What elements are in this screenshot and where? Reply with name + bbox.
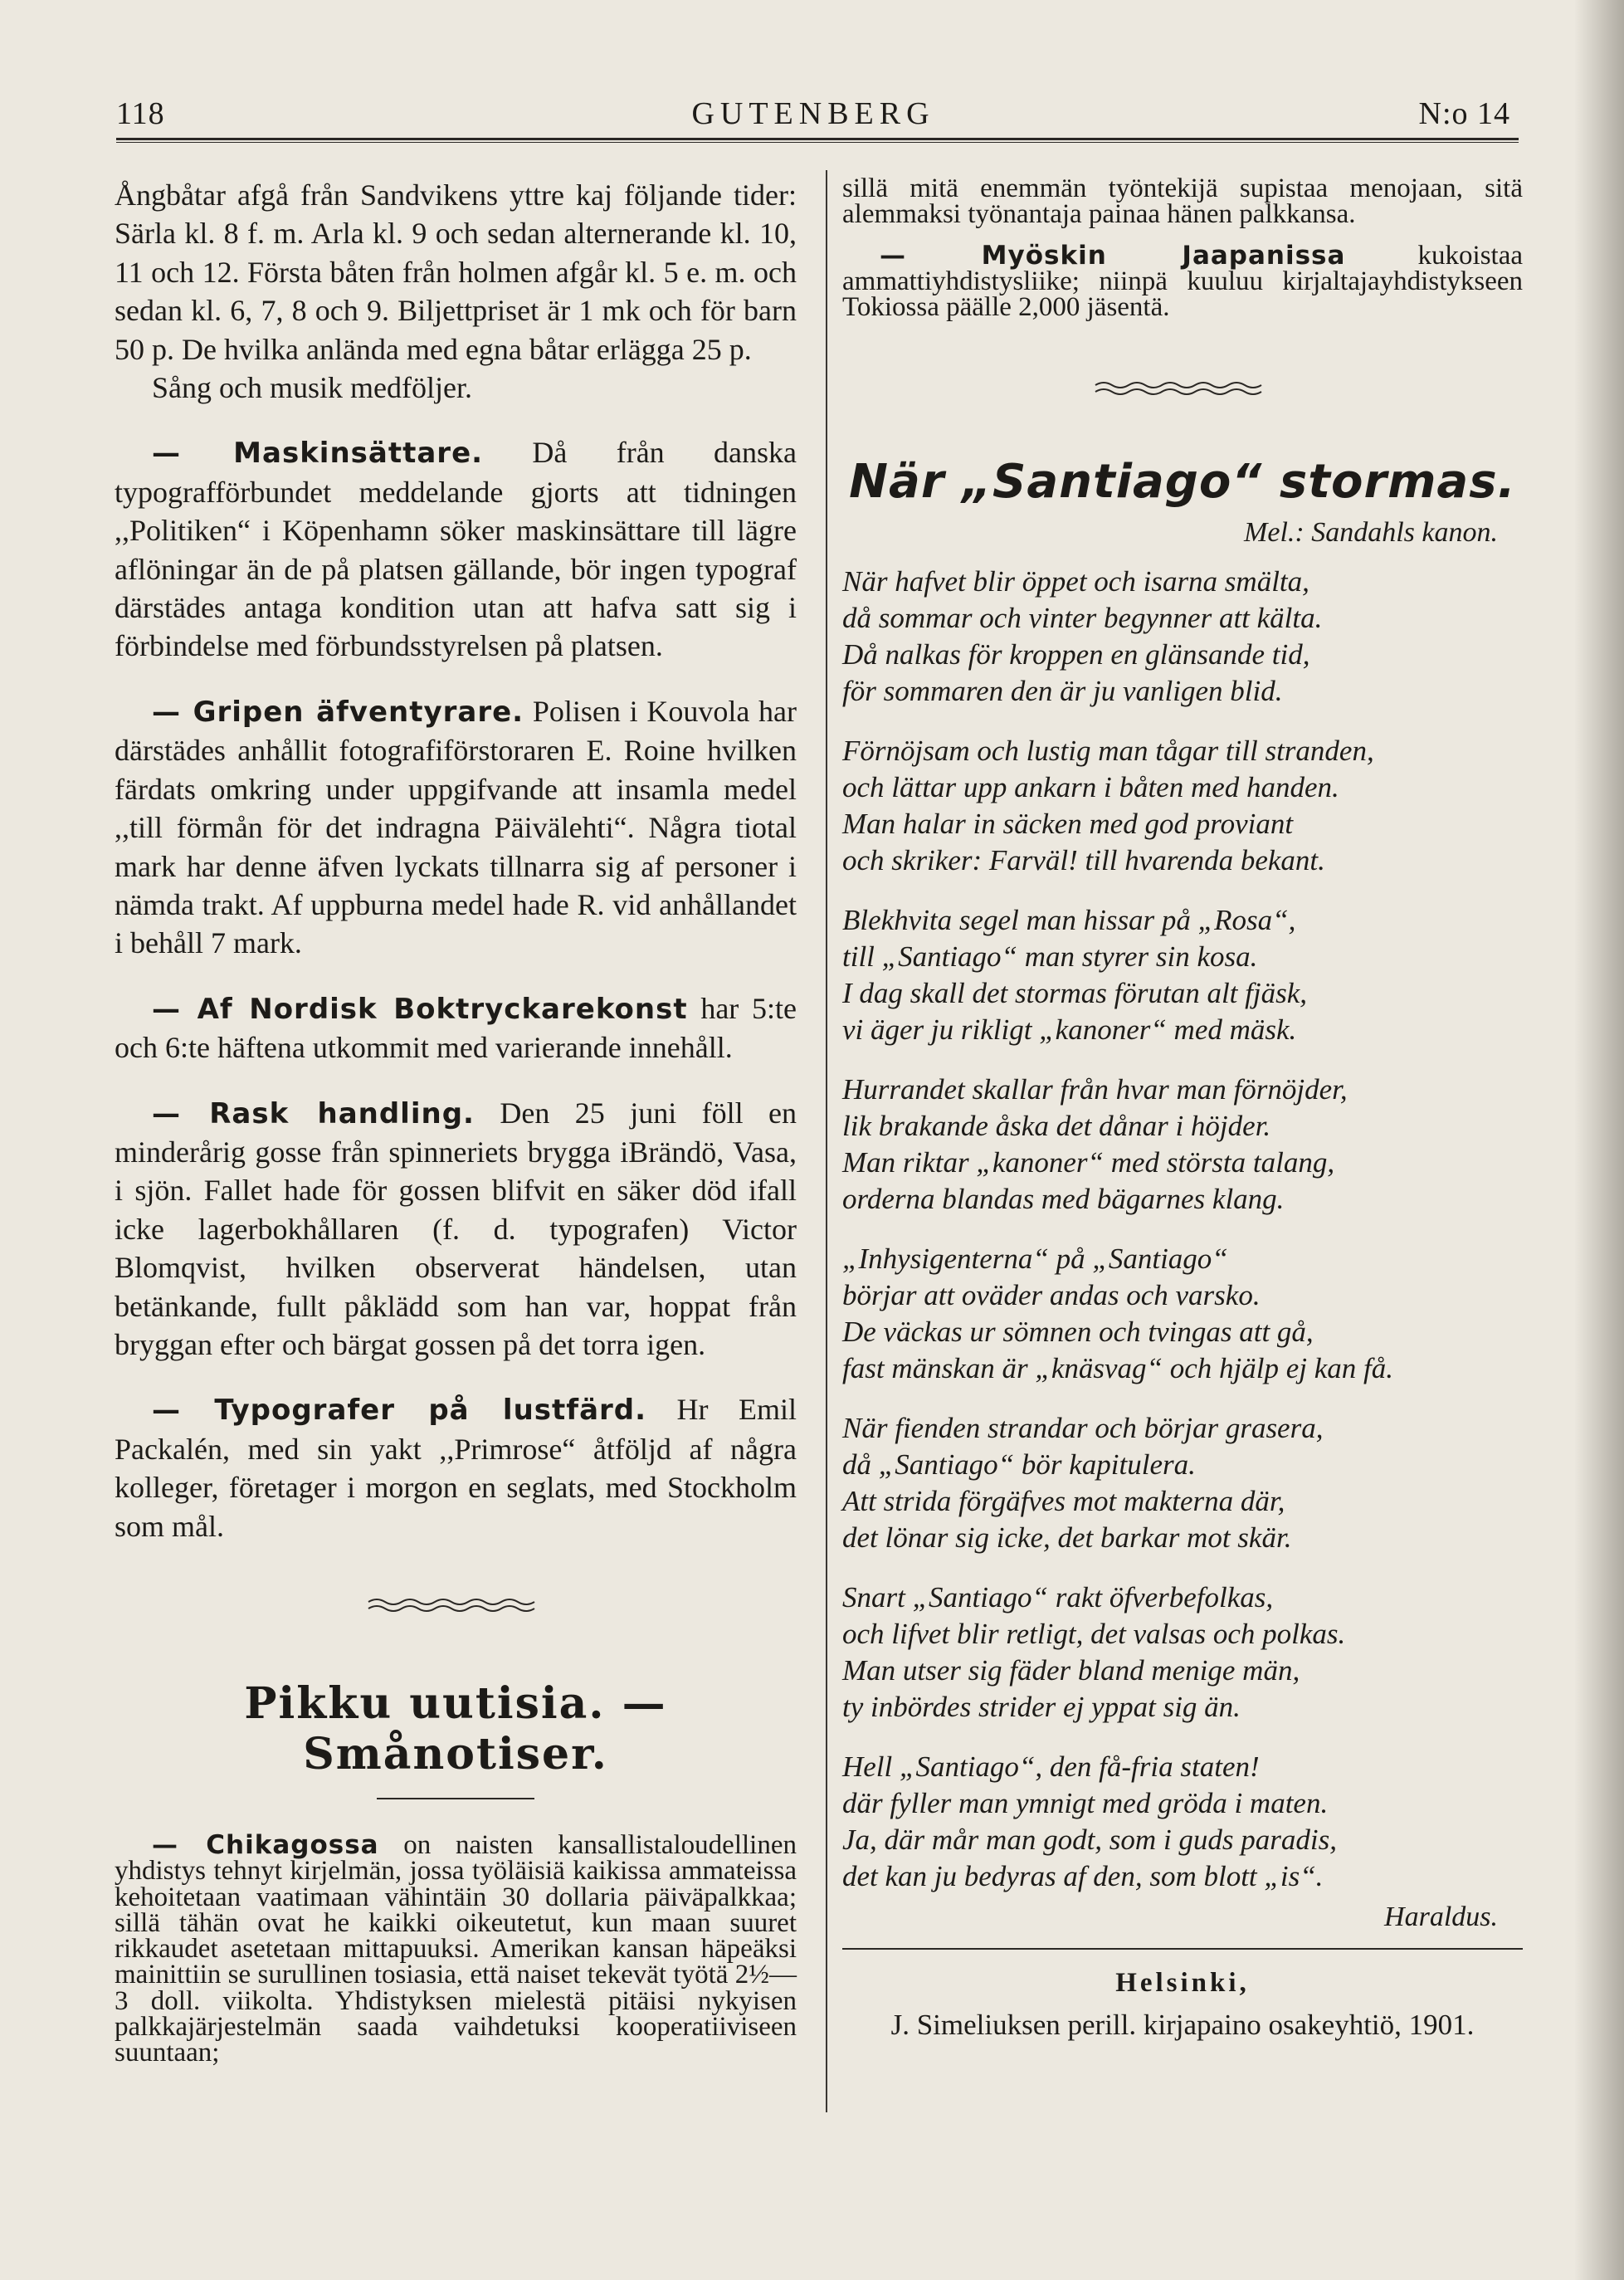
poem-stanza: Hurrandet skallar från hvar man förnöjder, lik brakande åska det dånar i höjder. Man riktar „kanoner“ med största talang, orderna blandas med bägarnes klang. <box>842 1073 1348 1216</box>
header-rule <box>116 138 1519 140</box>
news-item-maskinsattare <box>115 433 797 665</box>
poem-melody: Mel.: Sandahls kanon. <box>1244 517 1498 549</box>
poem-stanza: När fienden strandar och börjar grasera, då „Santiago“ bör kapitulera. Att strida förgäfves mot makterna där, det lönar sig icke, det barkar mot skär. <box>842 1412 1324 1555</box>
news-item-gripen <box>115 692 797 963</box>
header-rule-thin <box>116 142 1519 143</box>
intro-paragraph: Ångbåtar afgå från Sandvikens yttre kaj följande tider: Särla kl. 8 f. m. Arla kl. 9 och sedan alternerande kl. 10, 11 och 12. Första båten från holmen afgår kl. 5 e. m. och sedan kl. 6, 7, 8 och 9. Biljettpriset är 1 mk och för barn 50 p. De hvilka anlända med egna båtar erlägga 25 p. <box>115 178 797 366</box>
news-item-nordisk <box>115 989 797 1067</box>
page-number: 118 <box>116 96 165 131</box>
poem-title: När „Santiago“ stormas. <box>849 455 1516 510</box>
section-title: Pikku uutisia. — Smånotiser. <box>244 1678 667 1780</box>
notice-jaapanissa <box>842 240 1523 323</box>
squiggle-ornament <box>364 1595 547 1615</box>
news-heading: — Rask handling. <box>152 1096 475 1130</box>
poem-signature: Haraldus. <box>1384 1902 1498 1933</box>
notice-heading: — Myöskin Jaapanissa <box>880 240 1346 271</box>
left-column <box>115 176 797 2067</box>
news-heading: — Maskinsättare. <box>152 437 484 471</box>
news-text: Då från danska typografförbundet meddelande gjorts att tidningen ,,Politiken“ i Köpenhamn söker maskinsättare till lägre aflöningar än de på platsen gällande, bör ingen typograf därstädes antaga kondition utan att hafva satt sig i förbindelse med förbundsstyrelsen på platsen. <box>115 436 797 663</box>
notice-text: kukoistaa ammattiyhdistysliike; niinpä kuuluu kirjaltajayhdistykseen Tokiossa päälle 2,000 jäsentä. <box>842 240 1523 323</box>
page-header <box>116 95 1510 137</box>
notice-text: on naisten kansallistaloudellinen yhdistys tehnyt kirjelmän, jossa työläisiä kaikissa ammateissa kehoitetaan vaatimaan vähintäin 30 dollaria päiväpalkkaa; sillä tähän ovat he kaikki oikeutetut, kun maan suuret rikkaudet asetetaan mittapuuksi. Amerikan kansan häpeäksi mainittiin se surullinen tosiasia, että naiset tekevät työtä 2½—3 doll. viikolta. Yhdistyksen mielestä pitäisi nykyisen palkkajärjestelmän saada vaihdetuksi kooperatiiviseen suuntaan; <box>115 1830 797 2068</box>
poem-stanza: „Inhysigenterna“ på „Santiago“ börjar att oväder andas och varsko. De väckas ur sömnen och tvingas att gå, fast mänskan är „knäsvag“ och hjälp ej kan få. <box>842 1243 1393 1385</box>
news-item-typografer <box>115 1390 797 1545</box>
news-text: Den 25 juni föll en minderårig gosse från spinneriets brygga iBrändö, Vasa, i sjön. Fallet hade för gossen blifvit en säker död ifall icke lagerbokhållaren (f. d. typografen) Victor Blomqvist, hvilken observerat händelsen, utan betänkande, fullt påklädd som han var, hoppat från bryggan efter och bärgat gossen på det torra igen. <box>115 1096 797 1361</box>
column-divider <box>826 170 827 2112</box>
notice-continuation: sillä mitä enemmän työntekijä supistaa menojaan, sitä alemmaksi työnantaja painaa hänen palkkansa. <box>842 173 1523 230</box>
news-text: Polisen i Kouvola har därstädes anhållit fotografiförstoraren E. Roine hvilken färdats omkring under uppgifvande att insamla medel ,,till förmån för det indragna Päivälehti“. Några tiotal mark har denne äfven lyckats tillnarra sig af personer i nämda trakt. Af uppburna medel hade R. vid anhållandet i behåll 7 mark. <box>115 694 797 960</box>
page-edge-shadow <box>1574 0 1624 2280</box>
imprint-printer: J. Simeliuksen perill. kirjapaino osakeyhtiö, 1901. <box>890 2009 1475 2042</box>
imprint-rule <box>842 1948 1523 1950</box>
news-heading: — Typografer på lustfärd. <box>152 1394 647 1428</box>
poem-stanza: Förnöjsam och lustig man tågar till stranden, och lättar upp ankarn i båten med handen. Man halar in säcken med god proviant och skriker: Farväl! till hvarenda bekant. <box>842 735 1374 877</box>
issue-number: N:o 14 <box>1418 96 1510 131</box>
news-item-rask <box>115 1094 797 1365</box>
poem-stanza: När hafvet blir öppet och isarna smälta, då sommar och vinter begynner att kälta. Då nalkas för kroppen en glänsande tid, för sommaren den är ju vanligen blid. <box>842 565 1323 708</box>
ornament-divider-right <box>842 378 1523 398</box>
notice-chikagossa <box>115 1830 797 2068</box>
poem-stanza: Blekhvita segel man hissar på „Rosa“, till „Santiago“ man styrer sin kosa. I dag skall det stormas förutan alt fjäsk, vi äger ju rikligt „kanoner“ med mäsk. <box>842 904 1307 1047</box>
imprint-city: Helsinki, <box>1115 1968 1250 1999</box>
poem-stanza: Snart „Santiago“ rakt öfverbefolkas, och lifvet blir retligt, det valsas och polkas. Man utser sig fäder bland menige män, ty inbördes strider ej yppat sig än. <box>842 1581 1346 1724</box>
squiggle-ornament <box>1091 378 1274 398</box>
publication-title: GUTENBERG <box>691 96 935 131</box>
intro-paragraph-2: Sång och musik medföljer. <box>152 371 472 405</box>
news-heading: — Af Nordisk Boktryckarekonst <box>152 992 688 1026</box>
news-text: Hr Emil Packalén, med sin yakt ,,Primrose“ åtföljd af några kolleger, företager i morgon en seglats, med Stockholm som mål. <box>115 1393 797 1543</box>
poem-stanza: Hell „Santiago“, den få-fria staten! där fyller man ymnigt med gröda i maten. Ja, där mår man godt, som i guds paradis, det kan ju bedyras af den, som blott „is“. <box>842 1750 1338 1893</box>
right-column <box>842 173 1523 2042</box>
section-rule <box>377 1798 534 1799</box>
news-heading: — Gripen äfventyrare. <box>152 695 524 729</box>
news-text: har 5:te och 6:te häftena utkommit med varierande innehåll. <box>115 991 797 1065</box>
notice-heading: — Chikagossa <box>152 1830 379 1860</box>
ornament-divider <box>115 1595 797 1615</box>
